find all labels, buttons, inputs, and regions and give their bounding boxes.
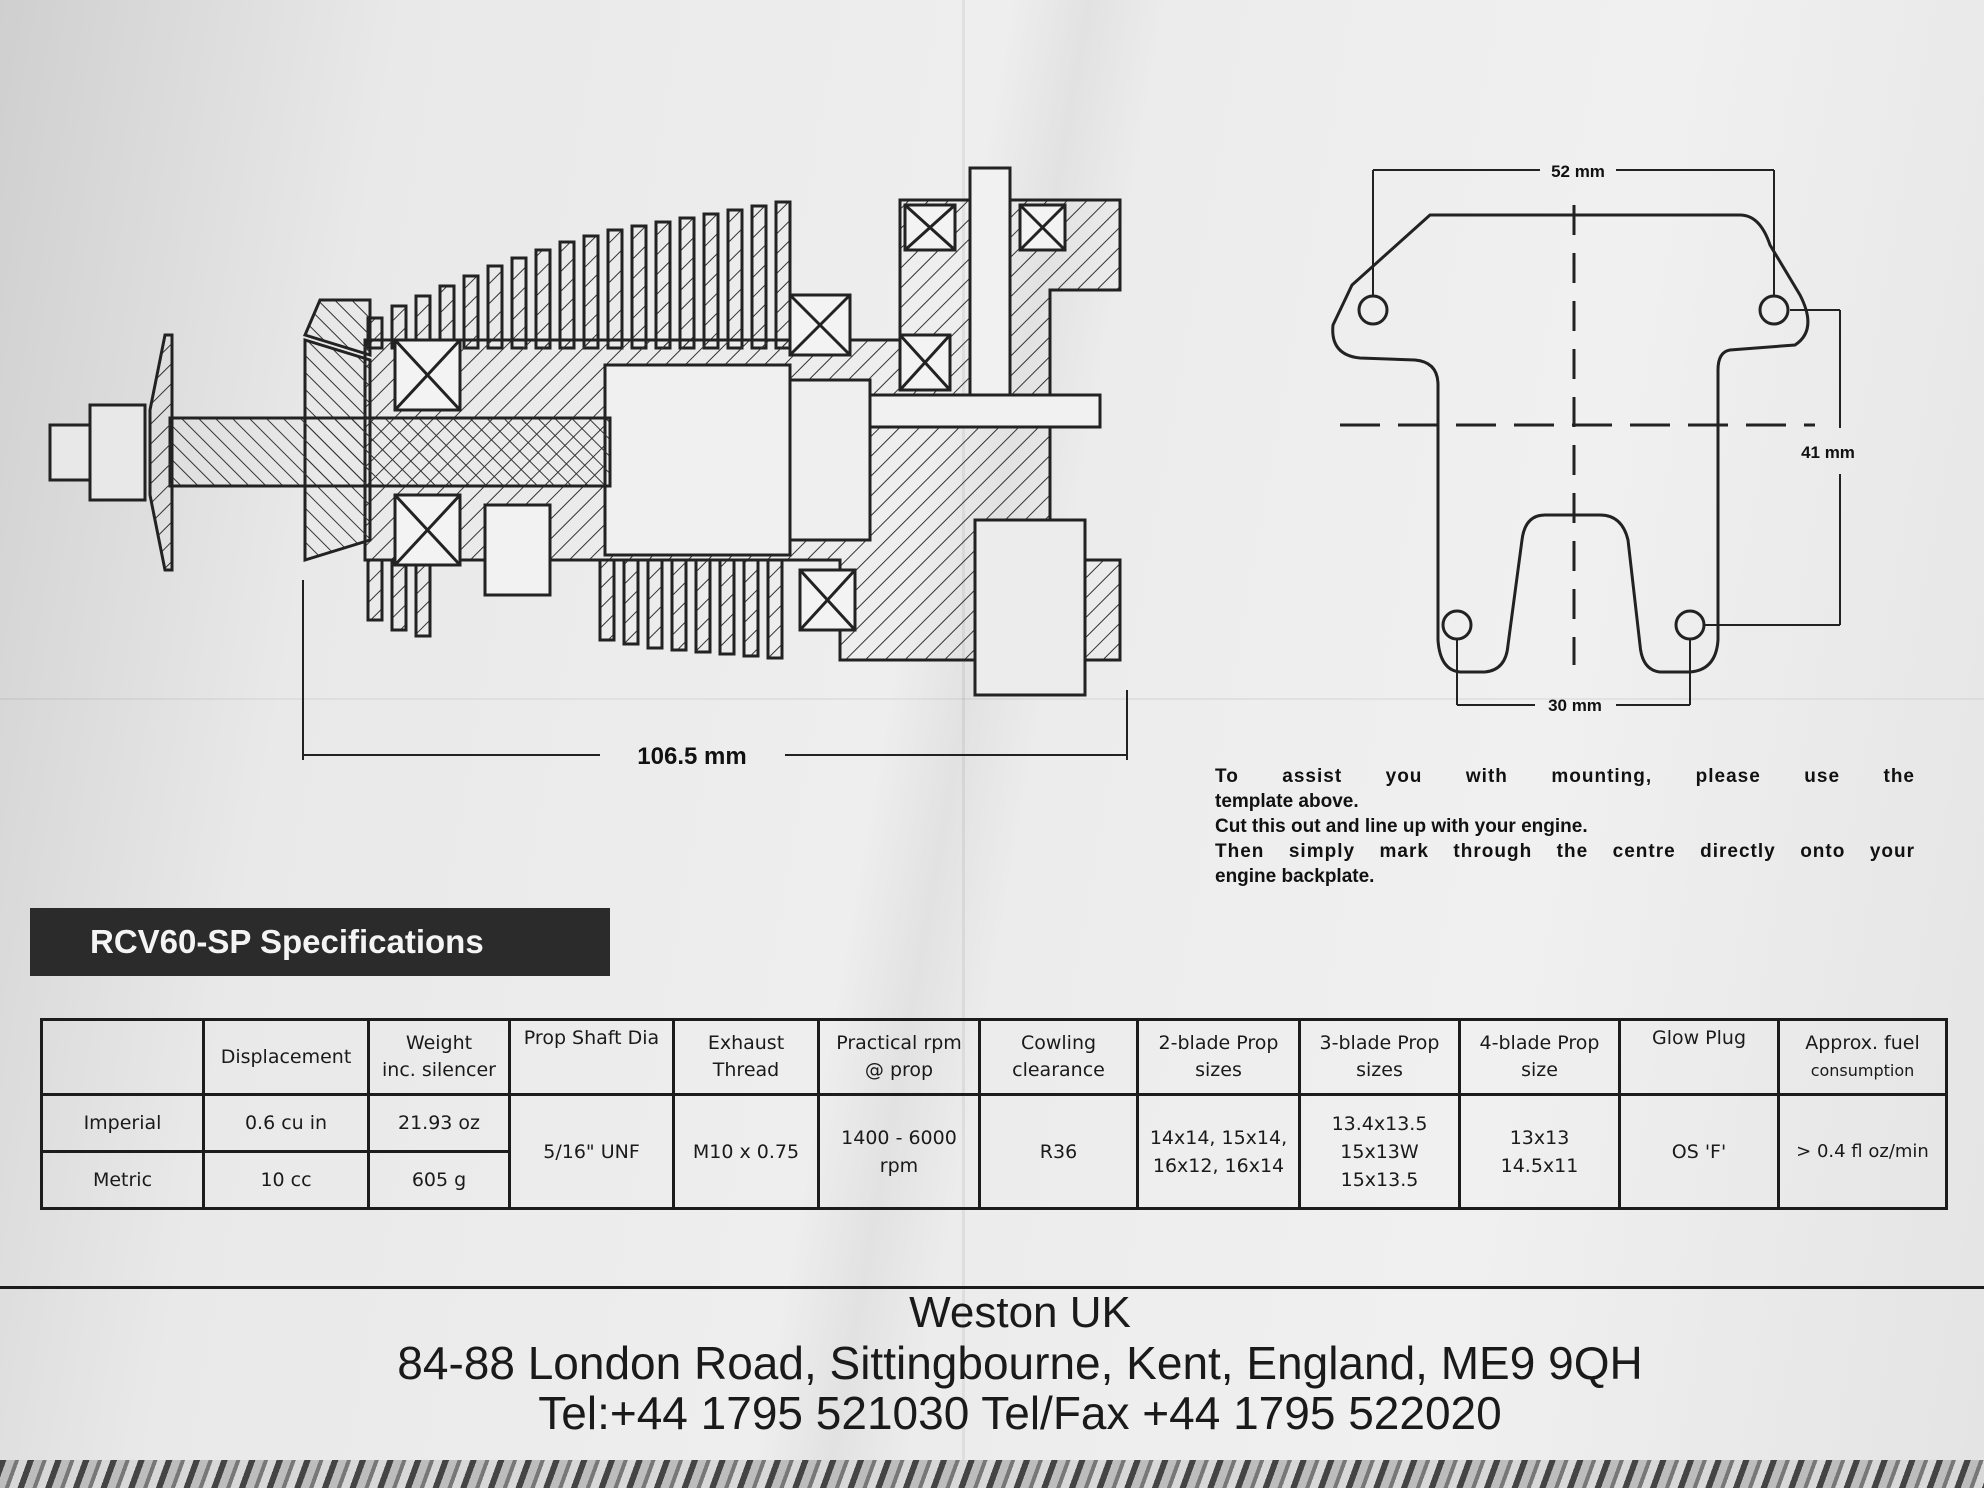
camshaft-disc [870,395,1100,427]
header-line: Exhaust [707,1032,785,1054]
cell-displacement-imperial: 0.6 cu in [204,1095,369,1152]
instruction-line: To assist you with mounting, please use the [1215,766,1915,787]
table-row-imperial [42,1095,1947,1152]
mounting-instructions [1215,764,1915,889]
cell-line: 13x13 [1509,1126,1570,1149]
cell-line: 1400 - 6000 [841,1126,957,1149]
header-cell-empty [42,1020,204,1095]
cell-glow-plug: OS 'F' [1620,1095,1779,1209]
header-cowling [980,1020,1138,1095]
header-line: 2-blade Prop [1158,1032,1279,1054]
header-line: Thread [712,1059,780,1081]
prop-nut [50,335,172,570]
cell-4-blade-prop [1460,1095,1620,1209]
instruction-line: template above. [1215,791,1359,812]
header-exhaust [674,1020,819,1095]
cell-line: 13.4x13.5 [1331,1112,1428,1135]
header-line: Practical rpm [836,1032,962,1054]
header-line: @ prop [864,1059,934,1081]
mount-hole-top-right [1760,296,1788,324]
mount-hole-bottom-right [1676,611,1704,639]
cell-weight-metric: 605 g [369,1152,510,1209]
header-line: Weight [405,1032,473,1054]
length-dimension-label: 106.5 mm [637,743,747,770]
mount-hole-top-left [1359,296,1387,324]
header-line: Cowling [1020,1032,1097,1054]
cell-prop-shaft: 5/16" UNF [510,1095,674,1209]
piston [790,380,870,540]
instruction-line: engine backplate. [1215,866,1375,887]
cell-displacement-metric: 10 cc [204,1152,369,1209]
mount-hole-bottom-left [1443,611,1471,639]
cell-line: 15x13W [1340,1140,1419,1163]
footer-telephone: Tel:+44 1795 521030 Tel/Fax +44 1795 522020 [538,1387,1502,1439]
output-shaft [970,168,1010,408]
template-height-label: 41 mm [1801,443,1855,462]
cell-weight-imperial: 21.93 oz [369,1095,510,1152]
header-glow-plug: Glow Plug [1620,1020,1779,1095]
cell-line: rpm [879,1154,919,1177]
crankshaft [170,418,610,486]
header-line: sizes [1356,1059,1403,1081]
header-rpm [819,1020,980,1095]
cell-2-blade-prop [1138,1095,1300,1209]
header-displacement: Displacement [204,1020,369,1095]
header-line: clearance [1012,1059,1105,1081]
crankcase-cavity [605,365,790,555]
template-top-width-label: 52 mm [1551,162,1605,181]
cell-line: 16x12, 16x14 [1152,1154,1285,1177]
footer-company-name: Weston UK [909,1288,1131,1337]
header-weight [369,1020,510,1095]
engine-cross-section [50,168,1120,695]
specifications-table [40,1018,1948,1210]
instruction-line: Cut this out and line up with your engine. [1215,816,1588,837]
header-line: consumption [1810,1061,1915,1080]
cell-line: 15x13.5 [1340,1168,1419,1191]
cell-rpm [819,1095,980,1209]
cell-line: 14x14, 15x14, [1149,1126,1288,1149]
header-3-blade-prop [1300,1020,1460,1095]
header-line: Approx. fuel [1805,1032,1920,1054]
header-line: 4-blade Prop [1479,1032,1600,1054]
header-line: inc. silencer [382,1059,496,1081]
cell-cowling: R36 [980,1095,1138,1209]
footer-address: 84-88 London Road, Sittingbourne, Kent, England, ME9 9QH [397,1337,1643,1389]
mounting-template [1333,170,1840,705]
template-outline [1333,215,1808,672]
header-line: sizes [1195,1059,1242,1081]
plug-fitting [485,505,550,595]
header-4-blade-prop [1460,1020,1620,1095]
cell-line: 14.5x11 [1500,1154,1579,1177]
instruction-line: Then simply mark through the centre directly onto your [1215,841,1915,862]
underlying-page-edge [0,1460,1984,1488]
back-cover-opening [975,520,1085,695]
template-bottom-width-label: 30 mm [1548,696,1602,715]
specifications-title: RCV60-SP Specifications [30,908,610,976]
row-label-imperial: Imperial [42,1095,204,1152]
row-label-metric: Metric [42,1152,204,1209]
cell-exhaust: M10 x 0.75 [674,1095,819,1209]
header-2-blade-prop [1138,1020,1300,1095]
header-prop-shaft: Prop Shaft Dia [510,1020,674,1095]
table-header-row [42,1020,1947,1095]
cell-fuel-consumption: > 0.4 fl oz/min [1779,1095,1947,1209]
header-line: size [1521,1059,1558,1081]
header-fuel-consumption [1779,1020,1947,1095]
cell-3-blade-prop [1300,1095,1460,1209]
header-line: 3-blade Prop [1319,1032,1440,1054]
